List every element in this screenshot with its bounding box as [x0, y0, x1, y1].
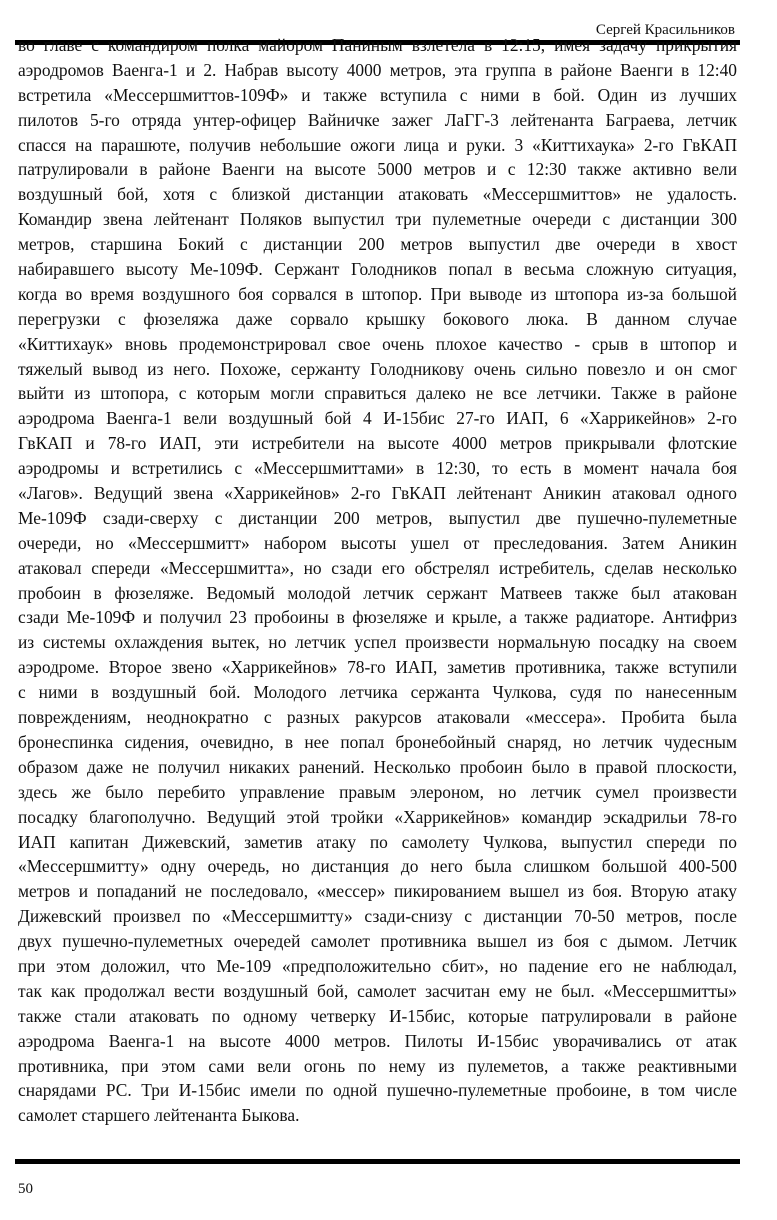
text-line: встретила «Мессершмиттов-109Ф» и также вступила с ними в бой. Один из лучших — [18, 84, 737, 105]
body-text — [18, 33, 737, 1128]
text-line: выйти из штопора, с которым могли справиться далеко не все летчики. Также в районе — [18, 383, 737, 404]
text-line: снарядами РС. Три И-15бис имели по одной пушечно-пулеметные пробоине, в том числе — [18, 1080, 737, 1101]
text-line: повреждениям, неоднократно с разных ракурсов атаковали «мессера». Пробита была — [18, 707, 737, 728]
text-line: аэродроме. Второе звено «Харрикейнов» 78-го ИАП, заметив противника, также вступили — [18, 657, 737, 678]
text-line: воздушный бой, хотя с близкой дистанции атаковать «Мессершмиттов» не удалость. — [18, 184, 737, 205]
footer-rule — [15, 1159, 740, 1164]
text-line: при этом доложил, что Ме-109 «предположительно сбит», но падение его не наблюдал, — [18, 955, 737, 976]
text-line: перегрузки с фюзеляжа даже сорвало крышку бокового люка. В данном случае — [18, 308, 737, 329]
text-line: тяжелый вывод из него. Похоже, сержанту Голодникову очень сильно повезло и он смог — [18, 358, 737, 379]
text-line: самолет старшего лейтенанта Быкова. — [18, 1105, 300, 1126]
text-line: Ме-109Ф сзади-сверху с дистанции 200 метров, выпустил две пушечно-пулеметные — [18, 507, 737, 528]
text-line: аэродромов Ваенга-1 и 2. Набрав высоту 4000 метров, эта группа в районе Ваенги в 12:40 — [18, 59, 737, 80]
text-line: пробоин в фюзеляже. Ведомый молодой летчик сержант Матвеев также был атакован — [18, 582, 737, 603]
text-line: ГвКАП и 78-го ИАП, эти истребители на высоте 4000 метров прикрывали флотские — [18, 433, 737, 454]
text-line: «Лагов». Ведущий звена «Харрикейнов» 2-го ГвКАП лейтенант Аникин атаковал одного — [18, 483, 737, 504]
text-line: пилотов 5-го отряда унтер-офицер Вайничке зажег ЛаГГ-3 лейтенанта Баграева, летчик — [18, 109, 737, 130]
text-line: бронеспинка сидения, очевидно, в нее попал бронебойный снаряд, но летчик чудесным — [18, 731, 737, 752]
text-line: Дижевский произвел по «Мессершмитту» сзади-снизу с дистанции 70-50 метров, после — [18, 906, 737, 927]
text-line: противника, при этом сами вели огонь по нему из пулеметов, а также реактивными — [18, 1055, 737, 1076]
text-line: из системы охлаждения вытек, но летчик успел произвести нормальную посадку на своем — [18, 632, 737, 653]
text-line: аэродрома Ваенга-1 на высоте 4000 метров. Пилоты И-15бис уворачивались от атак — [18, 1030, 737, 1051]
text-line: во главе с командиром полка майором Паниным взлетела в 12:15, имея задачу прикрытия — [18, 35, 737, 55]
text-line: здесь же было перебито управление правым элероном, но летчик сумел произвести — [18, 781, 737, 802]
text-line: двух пушечно-пулеметных очередей самолет противника вышел из боя с дымом. Летчик — [18, 931, 737, 952]
text-line: аэродромы и встретились с «Мессершмиттами» в 12:30, то есть в момент начала боя — [18, 458, 737, 479]
text-line: набиравшего высоту Ме-109Ф. Сержант Голодников попал в весьма сложную ситуация, — [18, 259, 737, 280]
text-line: ИАП капитан Дижевский, заметив атаку по самолету Чулкова, выпустил спереди по — [18, 831, 737, 852]
text-line: так как продолжал вести воздушный бой, самолет засчитан ему не был. «Мессершмитты» — [18, 980, 737, 1001]
text-line: сзади Ме-109Ф и получил 23 пробоины в фюзеляже и крыле, а также радиаторе. Антифриз — [18, 607, 737, 628]
page-number: 50 — [18, 1181, 33, 1197]
text-line: «Киттихаук» вновь продемонстрировал свое очень плохое качество - срыв в штопор и — [18, 333, 737, 354]
text-line: образом даже не получил никаких ранений. Несколько пробоин было в правой плоскости, — [18, 756, 737, 777]
text-line: «Мессершмитту» одну очередь, но дистанция до него была слишком большой 400-500 — [18, 856, 737, 877]
text-line: с ними в воздушный бой. Молодого летчика сержанта Чулкова, судя по нанесенным — [18, 682, 737, 703]
text-line: спасся на парашюте, получив небольшие ожоги лица и руки. 3 «Киттихаука» 2-го ГвКАП — [18, 134, 737, 155]
text-line: когда во время воздушного боя сорвался в штопор. При выводе из штопора из-за большой — [18, 283, 737, 304]
text-line: Командир звена лейтенант Поляков выпустил три пулеметные очереди с дистанции 300 — [18, 209, 737, 230]
text-line: аэродрома Ваенга-1 вели воздушный бой 4 И-15бис 27-го ИАП, 6 «Харрикейнов» 2-го — [18, 408, 737, 429]
text-line: метров и попаданий не последовало, «мессер» пикированием вышел из боя. Вторую атаку — [18, 881, 737, 902]
text-line: атаковал спереди «Мессершмитта», но сзади его обстрелял истребитель, сделав несколько — [18, 557, 737, 578]
text-line: также стали атаковать по одному четверку И-15бис, которые патрулировали в районе — [18, 1005, 737, 1026]
text-line: метров, старшина Бокий с дистанции 200 метров выпустил две очереди в хвост — [18, 234, 737, 255]
text-line: патрулировали в районе Ваенги на высоте 5000 метров и с 12:30 также активно вели — [18, 159, 737, 180]
text-line: очереди, но «Мессершмитт» набором высоты ушел от преследования. Затем Аникин — [18, 532, 737, 553]
running-header-author: Сергей Красильников — [595, 22, 735, 38]
text-line: посадку благополучно. Ведущий этой тройки «Харрикейнов» командир эскадрильи 78-го — [18, 806, 737, 827]
